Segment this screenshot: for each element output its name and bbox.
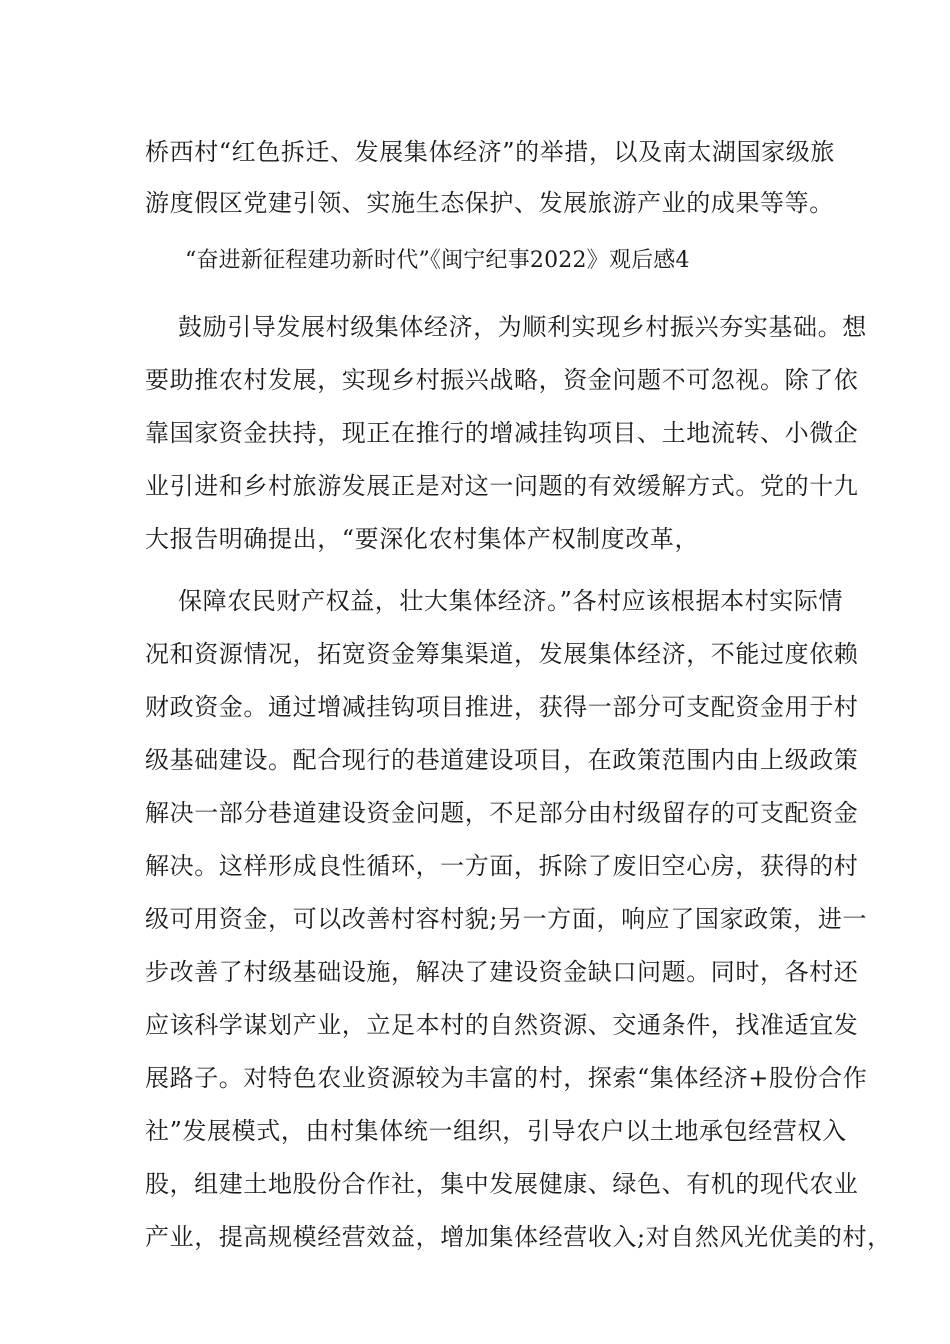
section-heading: “奋进新征程建功新时代”《闽宁纪事2022》观后感4 — [185, 248, 690, 273]
paragraph-line: 桥西村“红色拆迁、发展集体经济”的举措，以及南太湖国家级旅 — [145, 138, 835, 166]
paragraph-line: 级可用资金，可以改善村容村貌;另一方面，响应了国家政策，进一 — [145, 905, 868, 933]
paragraph-line: 鼓励引导发展村级集体经济，为顺利实现乡村振兴夯实基础。想 — [178, 313, 867, 341]
paragraph-line: 况和资源情况，拓宽资金筹集渠道，发展集体经济，不能过度依赖 — [145, 640, 859, 668]
paragraph-line: 级基础建设。配合现行的巷道建设项目，在政策范围内由上级政策 — [145, 746, 859, 774]
paragraph-line: 展路子。对特色农业资源较为丰富的村，探索“集体经济+股份合作 — [145, 1064, 868, 1092]
paragraph-line: 解决。这样形成良性循环，一方面，拆除了废旧空心房，获得的村 — [145, 852, 859, 880]
paragraph-line: 解决一部分巷道建设资金问题，不足部分由村级留存的可支配资金 — [145, 799, 859, 827]
paragraph-line: 应该科学谋划产业，立足本村的自然资源、交通条件，找准适宜发 — [145, 1011, 859, 1039]
paragraph-line: 产业，提高规模经营效益，增加集体经营收入;对自然风光优美的村， — [145, 1223, 892, 1251]
paragraph-line: 保障农民财产权益，壮大集体经济。”各村应该根据本村实际情 — [178, 587, 844, 615]
paragraph-line: 游度假区党建引领、实施生态保护、发展旅游产业的成果等等。 — [145, 189, 834, 217]
paragraph-line: 靠国家资金扶持，现正在推行的增减挂钩项目、土地流转、小微企 — [145, 419, 859, 447]
paragraph-line: 社”发展模式，由村集体统一组织，引导农户以土地承包经营权入 — [145, 1117, 847, 1145]
paragraph-line: 大报告明确提出，“要深化农村集体产权制度改革， — [145, 525, 700, 553]
paragraph-line: 财政资金。通过增减挂钩项目推进，获得一部分可支配资金用于村 — [145, 693, 859, 721]
paragraph-line: 要助推农村发展，实现乡村振兴战略，资金问题不可忽视。除了依 — [145, 366, 859, 394]
paragraph-line: 步改善了村级基础设施，解决了建设资金缺口问题。同时，各村还 — [145, 958, 859, 986]
paragraph-line: 股，组建土地股份合作社，集中发展健康、绿色、有机的现代农业 — [145, 1170, 859, 1198]
paragraph-line: 业引进和乡村旅游发展正是对这一问题的有效缓解方式。党的十九 — [145, 472, 859, 500]
